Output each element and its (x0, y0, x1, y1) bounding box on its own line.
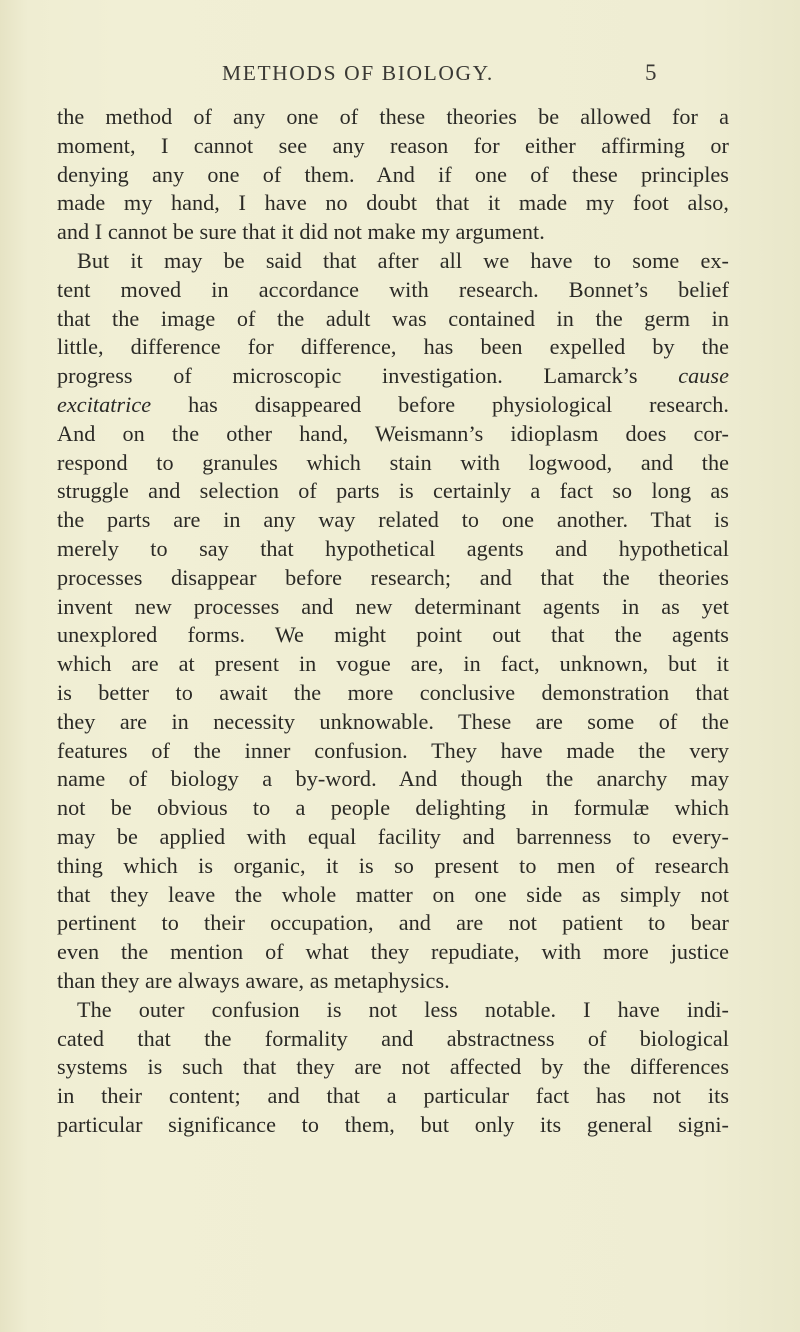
text-line: than they are always aware, as metaphysics. (57, 967, 450, 993)
running-head: METHODS OF BIOLOGY. (222, 61, 494, 85)
text-line: features of the inner confusion. They have made the very (57, 737, 729, 763)
text-line: respond to granules which stain with logwood, and the (57, 449, 729, 475)
text-line: which are at present in vogue are, in fact, unknown, but it (57, 651, 729, 677)
italic-term: cause (678, 363, 729, 389)
text-segment: has disappeared before physiological research. (151, 391, 729, 417)
text-line: The outer confusion is not less notable. I have indi- (77, 996, 729, 1022)
text-line: name of biology a by-word. And though the anarchy may (57, 766, 729, 792)
text-line: may be applied with equal facility and barrenness to every- (57, 823, 729, 849)
text-line: invent new processes and new determinant agents in as yet (57, 593, 729, 619)
text-line: they are in necessity unknowable. These are some of the (57, 708, 729, 734)
text-line: and I cannot be sure that it did not make my argument. (57, 219, 545, 245)
text-line: tent moved in accordance with research. Bonnet’s belief (57, 276, 729, 302)
text-line: struggle and selection of parts is certainly a fact so long as (57, 478, 729, 504)
text-line: in their content; and that a particular fact has not its (57, 1083, 729, 1109)
body-text (57, 103, 729, 1140)
text-line: particular significance to them, but only its general signi- (57, 1111, 729, 1137)
text-line: systems is such that they are not affected by the differences (57, 1054, 729, 1080)
text-line: denying any one of them. And if one of these principles (57, 161, 729, 187)
text-line: not be obvious to a people delighting in formulæ which (57, 795, 729, 821)
text-line: And on the other hand, Weismann’s idioplasm does cor- (57, 420, 729, 446)
text-line: the method of any one of these theories be allowed for a (57, 104, 729, 129)
text-line: unexplored forms. We might point out that the agents (57, 622, 729, 648)
text-line: the parts are in any way related to one another. That is (57, 507, 729, 533)
text-line: cated that the formality and abstractness of biological (57, 1025, 729, 1051)
italic-term: excitatrice (57, 391, 152, 417)
text-line: merely to say that hypothetical agents and hypothetical (57, 535, 729, 561)
text-line: little, difference for difference, has been expelled by the (57, 334, 729, 360)
text-line: even the mention of what they repudiate, with more justice (57, 939, 729, 965)
text-line: that the image of the adult was contained in the germ in (57, 305, 729, 331)
text-line: that they leave the whole matter on one side as simply not (57, 881, 729, 907)
text-line: is better to await the more conclusive demonstration that (57, 679, 729, 705)
text-line: moment, I cannot see any reason for either affirming or (57, 132, 729, 158)
text-line (57, 391, 729, 420)
text-line: made my hand, I have no doubt that it made my foot also, (57, 190, 729, 216)
text-line: processes disappear before research; and that the theories (57, 564, 729, 590)
text-line: But it may be said that after all we have to some ex- (77, 247, 729, 273)
text-line (57, 362, 729, 391)
text-segment: progress of microscopic investigation. Lamarck’s (57, 363, 679, 389)
page-number: 5 (645, 60, 657, 85)
page-header (0, 61, 800, 95)
text-line: thing which is organic, it is so present to men of research (57, 852, 729, 878)
text-line: pertinent to their occupation, and are not patient to bear (57, 910, 729, 936)
